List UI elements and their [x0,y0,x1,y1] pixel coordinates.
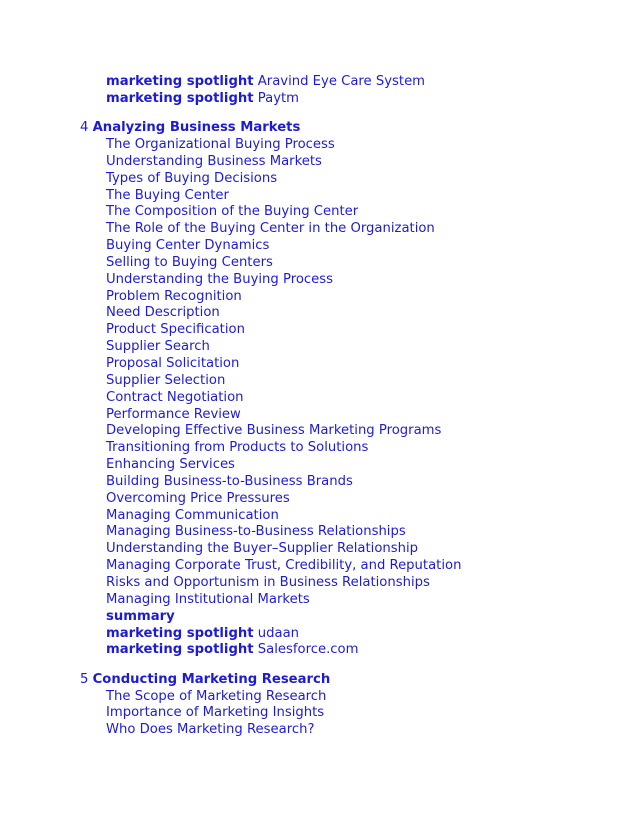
spotlight-entry[interactable] [0,642,638,659]
spotlight-title: Aravind Eye Care System [253,74,426,89]
spacer [0,108,638,121]
chapter-section-list [0,137,638,609]
chapter-number: 4 [80,120,93,136]
section-link[interactable]: Understanding the Buying Process [106,271,334,287]
section-link[interactable]: Understanding Business Markets [106,153,322,169]
section-link[interactable]: Need Description [106,305,220,321]
chapter-heading[interactable] [0,672,638,689]
section-link[interactable]: The Buying Center [106,187,229,203]
section-link[interactable]: Buying Center Dynamics [106,238,270,254]
section-link[interactable]: Product Specification [106,322,245,338]
spotlight-title: Paytm [253,90,300,106]
spotlight-title: Salesforce.com [253,642,359,658]
chapter-title: Analyzing Business Markets [92,120,301,136]
summary-link[interactable]: summary [106,608,175,624]
section-link[interactable]: Developing Effective Business Marketing Programs [106,423,442,439]
section-link[interactable]: The Composition of the Buying Center [106,204,359,220]
section-link[interactable]: Contract Negotiation [106,389,244,405]
chapter-section-list [0,689,638,740]
section-link[interactable]: The Scope of Marketing Research [106,688,327,704]
section-link[interactable]: Selling to Buying Centers [106,254,273,270]
section-link[interactable]: Performance Review [106,406,241,422]
spotlight-label: marketing spotlight [106,642,254,658]
spotlight-label: marketing spotlight [106,90,254,106]
section-link[interactable]: Managing Communication [106,507,279,523]
chapter-title: Conducting Marketing Research [92,671,331,687]
section-link[interactable]: Proposal Solicitation [106,356,240,371]
section-link[interactable]: Types of Buying Decisions [106,170,278,186]
section-link[interactable]: Risks and Opportunism in Business Relationships [106,574,430,590]
section-link[interactable]: The Role of the Buying Center in the Organization [106,221,435,237]
spotlight-entry[interactable] [0,91,638,108]
section-link[interactable]: The Organizational Buying Process [106,137,335,153]
section-link[interactable]: Supplier Search [106,339,210,355]
section-link[interactable]: Importance of Marketing Insights [106,705,325,721]
spotlight-entry[interactable] [0,626,638,643]
spotlight-entry[interactable] [0,74,638,91]
section-link[interactable]: Problem Recognition [106,288,242,304]
spotlight-title: udaan [253,625,300,641]
spotlight-label: marketing spotlight [106,625,254,641]
section-link[interactable]: Transitioning from Products to Solutions [106,440,369,456]
spotlight-label: marketing spotlight [106,74,254,89]
section-link[interactable]: Overcoming Price Pressures [106,490,290,506]
section-link[interactable]: Managing Institutional Markets [106,591,310,607]
section-link[interactable]: Supplier Selection [106,372,226,388]
section-link[interactable]: Managing Business-to-Business Relationships [106,524,406,540]
spacer [0,659,638,672]
section-link[interactable]: Managing Corporate Trust, Credibility, and Reputation [106,558,462,574]
chapter-heading[interactable] [0,120,638,137]
chapter-number: 5 [80,671,93,687]
section-link[interactable]: Understanding the Buyer–Supplier Relationship [106,541,419,557]
section-link[interactable]: Building Business-to-Business Brands [106,473,353,489]
table-of-contents [0,74,638,739]
section-link[interactable]: Enhancing Services [106,457,235,473]
section-link[interactable]: Who Does Marketing Research? [106,722,315,738]
